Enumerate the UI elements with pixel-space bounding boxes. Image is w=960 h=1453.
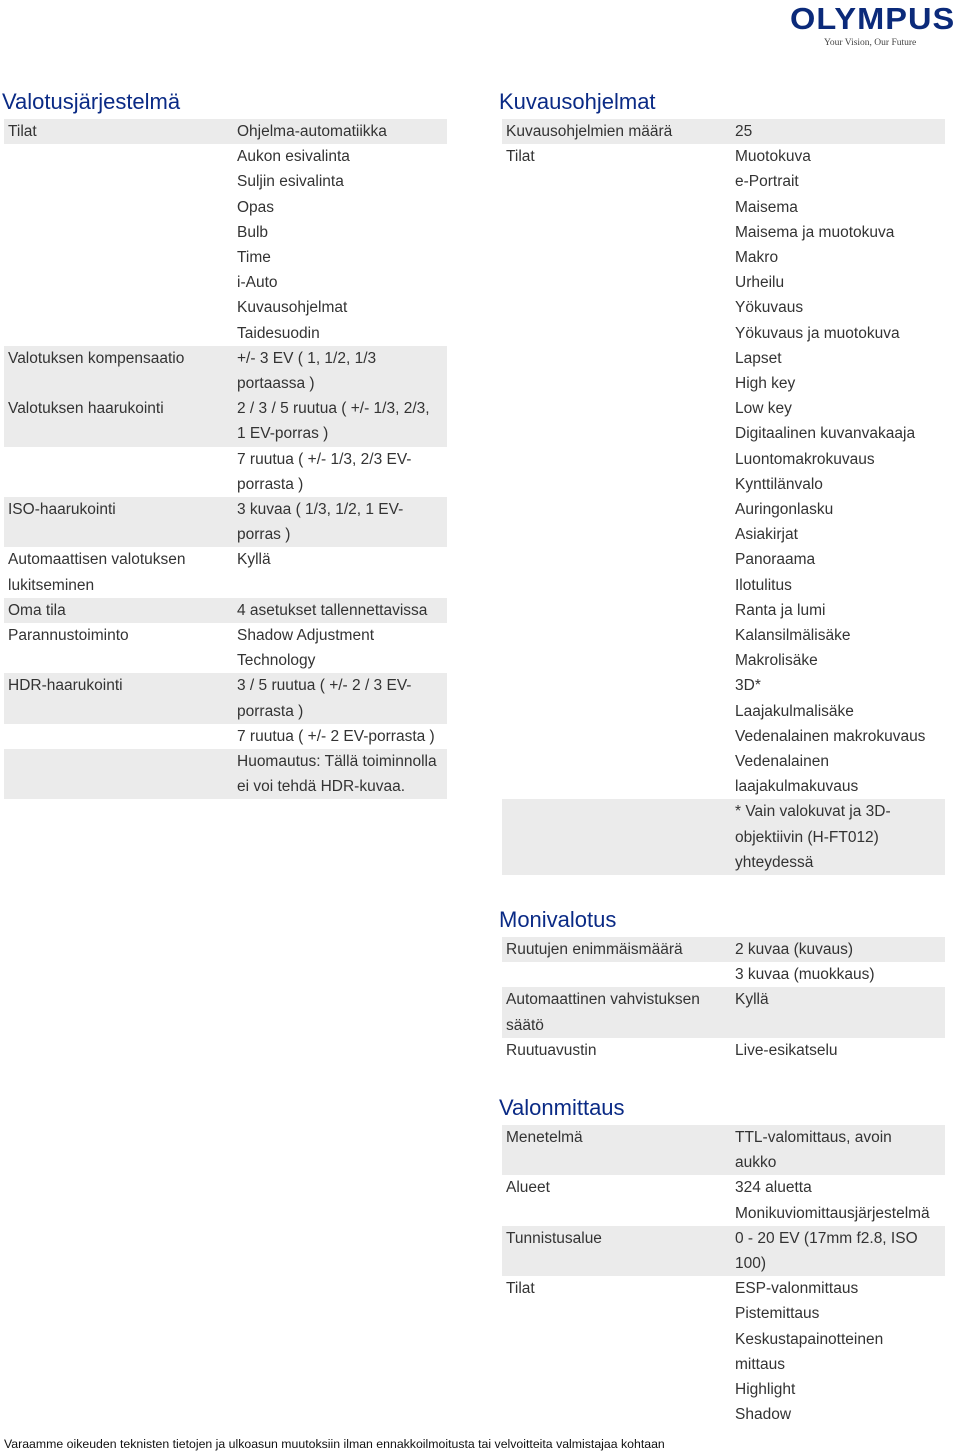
spec-label	[4, 295, 237, 320]
spec-label	[4, 673, 237, 723]
spec-value-line: 25	[735, 123, 753, 140]
spec-label-line: HDR-haarukointi	[8, 677, 123, 695]
olympus-logo	[790, 2, 958, 48]
spec-value	[735, 119, 945, 144]
spec-row	[4, 321, 447, 346]
spec-value-line: ei voi tehdä HDR-kuvaa.	[237, 778, 405, 796]
spec-value-line: Shadow	[735, 1406, 792, 1424]
spec-label-line: lukitseminen	[8, 576, 95, 594]
spec-value-line: 7 ruutua ( +/- 2 EV-porrasta )	[237, 727, 435, 745]
spec-value-line: Asiakirjat	[735, 526, 798, 544]
spec-value	[237, 447, 447, 497]
spec-value-line: 3 / 5 ruutua ( +/- 2 / 3 EV-	[237, 677, 412, 695]
section-title-kuvausohjelmat: Kuvausohjelmat	[499, 89, 656, 114]
spec-row	[4, 598, 447, 623]
spec-value-line: aukko	[735, 1154, 777, 1172]
spec-row	[4, 270, 447, 295]
spec-row	[4, 547, 447, 597]
spec-row	[502, 799, 945, 875]
spec-row	[502, 1276, 945, 1427]
spec-row	[502, 937, 945, 962]
spec-value-line: Huomautus: Tällä toiminnolla	[237, 753, 437, 771]
spec-value-line: Lapset	[735, 349, 782, 367]
spec-value	[735, 962, 945, 987]
spec-value	[237, 346, 447, 396]
spec-value-line: Ilotulitus	[735, 576, 792, 594]
spec-label-line: Valotuksen haarukointi	[8, 400, 164, 418]
spec-row	[4, 220, 447, 245]
spec-label-line: Parannustoiminto	[8, 627, 129, 645]
spec-row	[502, 144, 945, 799]
spec-value-line: Ohjelma-automatiikka	[237, 123, 387, 140]
spec-label-line	[506, 962, 735, 987]
spec-label	[4, 346, 237, 396]
spec-row	[502, 1226, 945, 1276]
spec-row	[4, 724, 447, 749]
spec-value	[237, 119, 447, 144]
spec-label	[4, 144, 237, 169]
spec-value-line: 324 aluetta	[735, 1179, 812, 1197]
spec-value	[237, 396, 447, 446]
spec-value	[237, 724, 447, 749]
spec-value	[237, 220, 447, 245]
spec-label	[4, 497, 237, 547]
spec-label-line: Automaattisen valotuksen	[8, 551, 186, 569]
spec-value	[237, 547, 447, 597]
spec-value	[735, 1226, 945, 1276]
spec-label-line: Oma tila	[8, 601, 66, 619]
spec-value-line: i-Auto	[237, 274, 278, 292]
spec-value-line: Kyllä	[735, 991, 769, 1009]
footer-disclaimer: Varaamme oikeuden teknisten tietojen ja ulkoasun muutoksiin ilman ennakkoilmoitusta tai velvoitteita valmistajaa kohtaan	[4, 1437, 665, 1451]
spec-label	[4, 447, 237, 497]
spec-label	[502, 1276, 735, 1427]
spec-value-line: porrasta )	[237, 475, 304, 493]
spec-row	[4, 169, 447, 194]
spec-label	[4, 623, 237, 673]
spec-value-line: Yökuvaus	[735, 299, 804, 317]
spec-value	[237, 749, 447, 799]
spec-value-line: Technology	[237, 652, 316, 670]
spec-value-line: High key	[735, 375, 796, 393]
spec-label	[4, 119, 237, 144]
spec-value-line: Pistemittaus	[735, 1305, 820, 1323]
spec-value	[735, 987, 945, 1037]
spec-label	[502, 937, 735, 962]
spec-label-line: Automaattinen vahvistuksen	[506, 991, 700, 1009]
spec-row	[4, 295, 447, 320]
valotus-table	[4, 119, 447, 799]
spec-value	[237, 295, 447, 320]
spec-label	[4, 547, 237, 597]
spec-value	[735, 144, 945, 799]
spec-label-line: ISO-haarukointi	[8, 501, 116, 519]
spec-label-line	[8, 144, 237, 169]
spec-value	[237, 623, 447, 673]
spec-row	[4, 447, 447, 497]
spec-value-line: Vedenalainen	[735, 753, 829, 771]
spec-label-line: Ruutujen enimmäismäärä	[506, 941, 683, 958]
spec-label	[4, 724, 237, 749]
spec-value-line: 1 EV-porras )	[237, 425, 329, 443]
spec-label	[4, 245, 237, 270]
spec-label	[4, 321, 237, 346]
spec-value-line: 2 / 3 / 5 ruutua ( +/- 1/3, 2/3,	[237, 400, 430, 418]
spec-value-line: Kynttilänvalo	[735, 475, 823, 493]
spec-value	[735, 799, 945, 875]
spec-value-line: Monikuviomittausjärjestelmä	[735, 1204, 930, 1222]
spec-row	[4, 749, 447, 799]
monivalotus-table	[502, 937, 945, 1063]
spec-value-line: Shadow Adjustment	[237, 627, 375, 645]
spec-label-line: Tunnistusalue	[506, 1229, 602, 1247]
spec-row	[4, 396, 447, 446]
kuvausohjelmat-table	[502, 119, 945, 875]
spec-value-line: Urheilu	[735, 274, 785, 292]
spec-value	[735, 1175, 945, 1225]
spec-value-line: Highlight	[735, 1381, 796, 1399]
spec-value	[735, 1276, 945, 1427]
spec-value-line: Makro	[735, 249, 779, 267]
spec-label	[4, 396, 237, 446]
spec-value-line: e-Portrait	[735, 173, 799, 191]
section-title-monivalotus: Monivalotus	[499, 907, 617, 932]
spec-value-line: 100)	[735, 1255, 767, 1273]
spec-label-line	[8, 749, 237, 774]
spec-value-line: Suljin esivalinta	[237, 173, 344, 191]
spec-label	[502, 962, 735, 987]
spec-label	[4, 270, 237, 295]
spec-row	[4, 119, 447, 144]
spec-label-line	[8, 295, 237, 320]
spec-value-line: objektiivin (H-FT012)	[735, 828, 879, 846]
spec-value-line: Auringonlasku	[735, 501, 834, 519]
spec-value-line: 0 - 20 EV (17mm f2.8, ISO	[735, 1229, 918, 1247]
spec-label	[502, 799, 735, 875]
spec-value	[237, 673, 447, 723]
spec-value	[735, 937, 945, 962]
spec-value	[237, 195, 447, 220]
spec-value	[735, 1125, 945, 1175]
spec-label	[4, 598, 237, 623]
spec-label-line: Tilat	[506, 1280, 535, 1298]
spec-label-line: Kuvausohjelmien määrä	[506, 123, 673, 140]
spec-value-line: Taidesuodin	[237, 324, 320, 342]
spec-row	[4, 144, 447, 169]
spec-label-line	[8, 447, 237, 472]
spec-label-line: Alueet	[506, 1179, 550, 1197]
spec-row	[502, 987, 945, 1037]
spec-value-line: Laajakulmalisäke	[735, 702, 854, 720]
spec-value-line: Time	[237, 249, 271, 267]
spec-label	[502, 1226, 735, 1276]
spec-label-line	[8, 321, 237, 346]
spec-value-line: Luontomakrokuvaus	[735, 450, 875, 468]
brand-name: OLYMPUS	[790, 1, 956, 36]
spec-value-line: Maisema ja muotokuva	[735, 223, 895, 241]
spec-value-line: 3 kuvaa ( 1/3, 1/2, 1 EV-	[237, 501, 404, 519]
spec-label-line: säätö	[506, 1016, 544, 1034]
spec-value	[237, 270, 447, 295]
spec-label	[502, 987, 735, 1037]
spec-value-line: * Vain valokuvat ja 3D-	[735, 803, 891, 821]
spec-value-line: Kuvausohjelmat	[237, 299, 348, 317]
spec-value-line: Keskustapainotteinen	[735, 1330, 884, 1348]
spec-value-line: Muotokuva	[735, 148, 811, 166]
spec-value-line: Panoraama	[735, 551, 816, 569]
spec-label-line: Tilat	[506, 148, 535, 166]
spec-row	[502, 1125, 945, 1175]
spec-label-line	[8, 220, 237, 245]
spec-row	[4, 497, 447, 547]
spec-label	[502, 1175, 735, 1225]
spec-value-line: Aukon esivalinta	[237, 148, 350, 166]
spec-value-line: Vedenalainen makrokuvaus	[735, 727, 926, 745]
spec-label-line: Valotuksen kompensaatio	[8, 349, 185, 367]
spec-value-line: 3 kuvaa (muokkaus)	[735, 966, 875, 984]
spec-value-line: TTL-valomittaus, avoin	[735, 1129, 892, 1146]
spec-label-line	[8, 270, 237, 295]
spec-row	[4, 623, 447, 673]
spec-value-line: Digitaalinen kuvanvakaaja	[735, 425, 916, 443]
spec-value-line: Ranta ja lumi	[735, 601, 826, 619]
spec-value-line: +/- 3 EV ( 1, 1/2, 1/3	[237, 349, 377, 367]
spec-value-line: 2 kuvaa (kuvaus)	[735, 941, 854, 958]
spec-value-line: Kalansilmälisäke	[735, 627, 851, 645]
spec-value	[237, 497, 447, 547]
spec-label-line: Tilat	[8, 123, 37, 140]
spec-value-line: Opas	[237, 198, 275, 216]
brand-tagline: Your Vision, Our Future	[824, 38, 917, 48]
spec-value-line: Live-esikatselu	[735, 1041, 838, 1059]
spec-value	[237, 245, 447, 270]
spec-value-line: laajakulmakuvaus	[735, 778, 859, 796]
valonmittaus-table	[502, 1125, 945, 1427]
spec-row	[502, 1175, 945, 1225]
spec-value	[237, 598, 447, 623]
spec-label-line	[506, 799, 735, 824]
spec-label	[4, 169, 237, 194]
spec-label	[502, 144, 735, 799]
spec-value-line: porrasta )	[237, 702, 304, 720]
spec-value-line: Kyllä	[237, 551, 271, 569]
spec-label-line	[8, 169, 237, 194]
section-title-valotusjarjestelma: Valotusjärjestelmä	[2, 89, 181, 114]
spec-label	[502, 119, 735, 144]
spec-value	[237, 169, 447, 194]
spec-value-line: Low key	[735, 400, 792, 418]
spec-value-line: portaassa )	[237, 375, 315, 393]
spec-value-line: ESP-valonmittaus	[735, 1280, 859, 1298]
spec-label	[502, 1038, 735, 1063]
spec-value-line: yhteydessä	[735, 853, 814, 871]
section-title-valonmittaus: Valonmittaus	[499, 1095, 625, 1120]
spec-row	[502, 119, 945, 144]
spec-label	[4, 220, 237, 245]
spec-value-line: Bulb	[237, 223, 269, 241]
spec-value-line: Yökuvaus ja muotokuva	[735, 324, 900, 342]
spec-value	[237, 144, 447, 169]
spec-row	[4, 673, 447, 723]
spec-value-line: mittaus	[735, 1355, 785, 1373]
spec-row	[4, 245, 447, 270]
spec-label-line	[8, 195, 237, 220]
spec-value-line: 3D*	[735, 677, 761, 695]
spec-label	[4, 749, 237, 799]
spec-value-line: Maisema	[735, 198, 798, 216]
spec-row	[4, 346, 447, 396]
spec-label-line: Ruutuavustin	[506, 1041, 597, 1059]
spec-value	[735, 1038, 945, 1063]
spec-value-line: porras )	[237, 526, 291, 544]
spec-value-line: 7 ruutua ( +/- 1/3, 2/3 EV-	[237, 450, 412, 468]
spec-row	[4, 195, 447, 220]
spec-value-line: Makrolisäke	[735, 652, 818, 670]
spec-label-line	[8, 724, 237, 749]
spec-label	[502, 1125, 735, 1175]
spec-row	[502, 962, 945, 987]
spec-label	[4, 195, 237, 220]
spec-value	[237, 321, 447, 346]
spec-label-line	[8, 245, 237, 270]
spec-label-line: Menetelmä	[506, 1129, 583, 1146]
spec-value-line: 4 asetukset tallennettavissa	[237, 601, 428, 619]
spec-row	[502, 1038, 945, 1063]
